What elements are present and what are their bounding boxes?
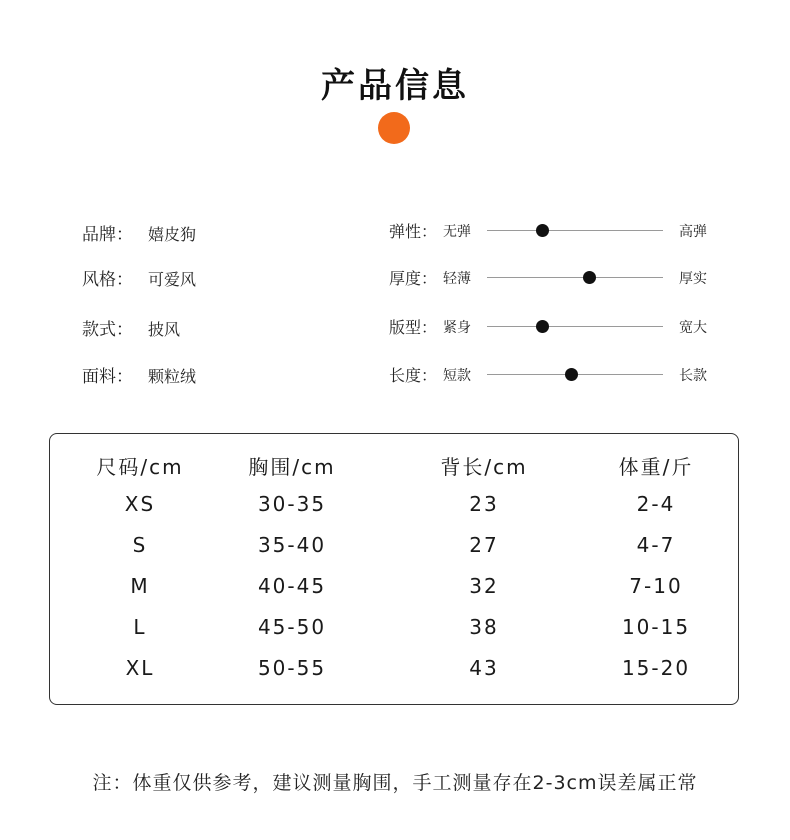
attribute-value: 嬉皮狗: [148, 225, 197, 244]
attribute-value: 披风: [148, 320, 181, 339]
slider-low-label: 紧身: [443, 320, 471, 336]
attribute-style: [82, 265, 196, 290]
attribute-value: 可爱风: [148, 270, 197, 289]
table-cell: M: [130, 574, 150, 598]
slider-low-label: 短款: [443, 368, 471, 384]
table-cell: 7-10: [629, 574, 683, 598]
table-cell: 15-20: [621, 656, 691, 680]
table-cell: 27: [469, 533, 499, 557]
slider-high-label: 厚实: [679, 271, 707, 287]
slider-label: 版型：: [389, 318, 438, 337]
table-header-cell: 尺码/cm: [96, 455, 184, 479]
slider-length: [389, 363, 729, 387]
slider-label: 弹性：: [389, 222, 438, 241]
slider-low-label: 无弹: [443, 224, 471, 240]
attribute-value: 颗粒绒: [148, 367, 197, 386]
attribute-type: [82, 315, 180, 340]
slider-elasticity: [389, 219, 729, 243]
table-cell: 35-40: [257, 533, 327, 557]
attribute-key: 品牌：: [82, 225, 133, 245]
slider-track: [487, 230, 663, 231]
slider-track: [487, 277, 663, 278]
slider-fit: [389, 315, 729, 339]
slider-track: [487, 326, 663, 327]
table-cell: 30-35: [257, 492, 327, 516]
table-cell: 2-4: [636, 492, 676, 516]
slider-label: 厚度：: [389, 269, 438, 288]
page-title: 产品信息: [321, 66, 469, 106]
slider-knob: [583, 271, 596, 284]
table-cell: 32: [469, 574, 499, 598]
slider-high-label: 高弹: [679, 224, 707, 240]
table-cell: XS: [124, 492, 156, 516]
table-cell: 23: [469, 492, 499, 516]
table-cell: 4-7: [636, 533, 676, 557]
slider-knob: [565, 368, 578, 381]
slider-knob: [536, 224, 549, 237]
attribute-brand: [82, 220, 196, 245]
slider-label: 长度：: [389, 366, 438, 385]
table-cell: 40-45: [257, 574, 327, 598]
footnote: 注：体重仅供参考，建议测量胸围，手工测量存在2-3cm误差属正常: [92, 772, 698, 794]
table-cell: 10-15: [621, 615, 691, 639]
attribute-key: 风格：: [82, 270, 133, 290]
table-cell: S: [132, 533, 148, 557]
table-header-cell: 胸围/cm: [248, 455, 336, 479]
slider-thickness: [389, 266, 729, 290]
table-header-cell: 体重/斤: [618, 455, 694, 479]
attribute-key: 面料：: [82, 367, 133, 387]
slider-knob: [536, 320, 549, 333]
slider-high-label: 长款: [679, 368, 707, 384]
table-cell: 50-55: [257, 656, 327, 680]
slider-high-label: 宽大: [679, 320, 707, 336]
accent-dot: [378, 112, 410, 144]
table-cell: 43: [469, 656, 499, 680]
table-cell: 38: [469, 615, 499, 639]
table-cell: 45-50: [257, 615, 327, 639]
table-header-cell: 背长/cm: [440, 455, 528, 479]
attribute-fabric: [82, 362, 196, 387]
table-cell: L: [133, 615, 147, 639]
attribute-key: 款式：: [82, 320, 133, 340]
table-cell: XL: [125, 656, 155, 680]
slider-low-label: 轻薄: [443, 271, 471, 287]
